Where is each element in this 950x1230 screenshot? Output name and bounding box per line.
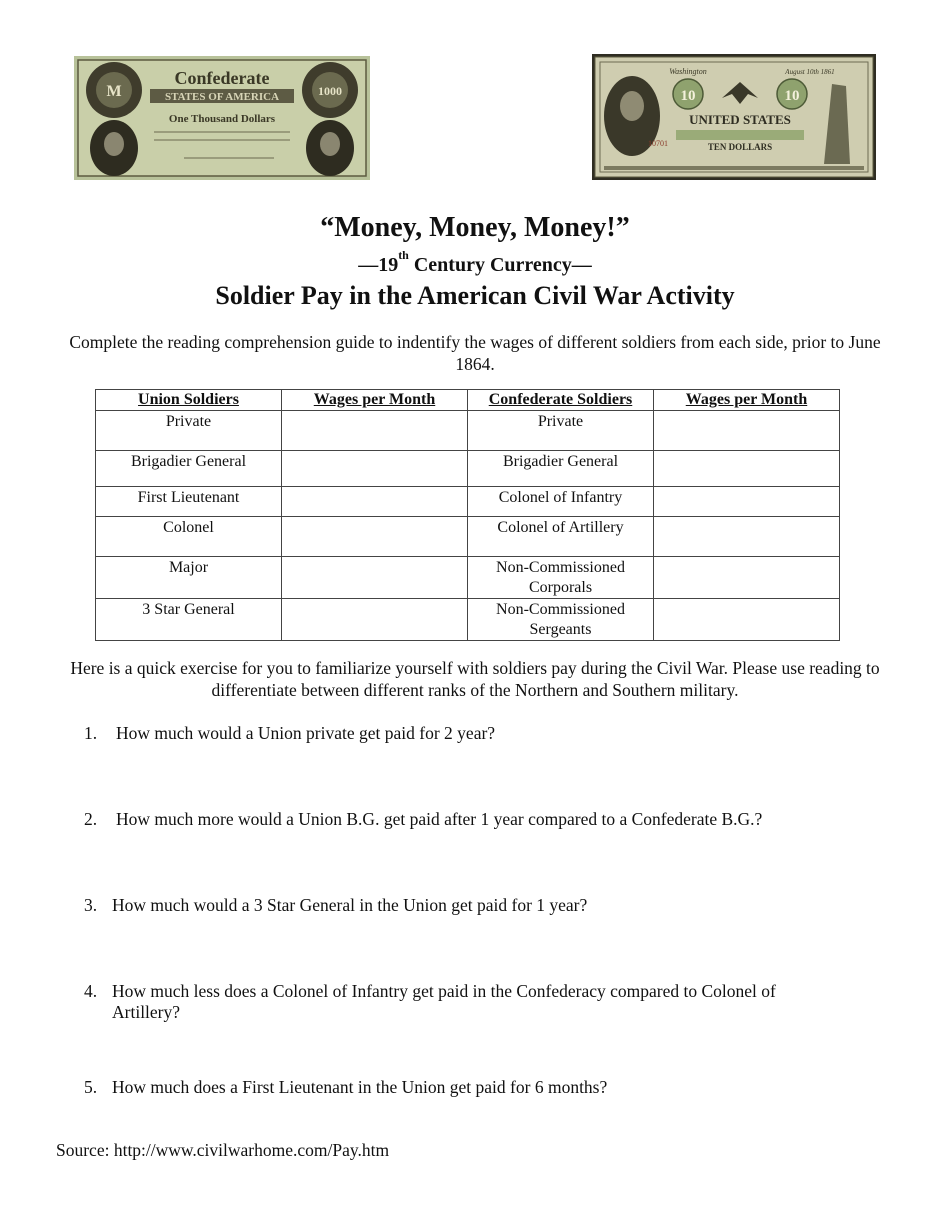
union-wage-cell[interactable] bbox=[282, 451, 468, 487]
confederate-rank-cell: Colonel of Artillery bbox=[468, 517, 654, 557]
confederate-rank-cell: Private bbox=[468, 411, 654, 451]
confederate-wage-cell[interactable] bbox=[654, 451, 840, 487]
union-wage-cell[interactable] bbox=[282, 487, 468, 517]
question-number: 2. bbox=[84, 809, 98, 829]
union-wage-cell[interactable] bbox=[282, 411, 468, 451]
question-number: 1. bbox=[84, 723, 98, 743]
table-row bbox=[96, 599, 840, 641]
confederate-rank-cell: Colonel of Infantry bbox=[468, 487, 654, 517]
question-item bbox=[84, 895, 844, 916]
united-states-10-dollar-note-image bbox=[592, 54, 876, 180]
note-left-corner-right: 1000 bbox=[318, 84, 342, 98]
union-wage-cell[interactable] bbox=[282, 517, 468, 557]
question-item bbox=[84, 723, 844, 744]
question-text: How much more would a Union B.G. get paid after 1 year compared to a Confederate B.G.? bbox=[116, 809, 763, 829]
table-row bbox=[96, 451, 840, 487]
table-header-row bbox=[96, 390, 840, 411]
note-right-text-date: August 10th 1861 bbox=[785, 68, 835, 76]
question-item bbox=[84, 809, 844, 830]
union-rank-cell: Major bbox=[96, 557, 282, 599]
header-union-wages: Wages per Month bbox=[282, 390, 468, 411]
confederate-wage-cell[interactable] bbox=[654, 599, 840, 641]
question-item bbox=[84, 981, 834, 1023]
note-right-text-top: Washington bbox=[669, 67, 707, 76]
union-rank-cell: Colonel bbox=[96, 517, 282, 557]
note-left-text-top: Confederate bbox=[174, 68, 270, 88]
question-text: How much less does a Colonel of Infantry get paid in the Confederacy compared to Colonel of Artillery? bbox=[112, 981, 776, 1022]
subtitle-post: Century Currency— bbox=[408, 254, 592, 276]
instructions-text: Complete the reading comprehension guide to indentify the wages of different soldiers from each side, prior to June 1864. bbox=[69, 332, 881, 374]
question-text: How much does a First Lieutenant in the Union get paid for 6 months? bbox=[112, 1077, 608, 1097]
confederate-rank-cell: Non-Commissioned Sergeants bbox=[468, 599, 654, 641]
confederate-wage-cell[interactable] bbox=[654, 557, 840, 599]
table-row bbox=[96, 411, 840, 451]
table-row bbox=[96, 487, 840, 517]
question-text: How much would a Union private get paid for 2 year? bbox=[116, 723, 496, 743]
table-row bbox=[96, 557, 840, 599]
note-left-text-mid: STATES OF AMERICA bbox=[164, 91, 280, 103]
header-confederate-soldiers: Confederate Soldiers bbox=[468, 390, 654, 411]
confederate-rank-cell: Brigadier General bbox=[468, 451, 654, 487]
confederate-wage-cell[interactable] bbox=[654, 411, 840, 451]
confederate-wage-cell[interactable] bbox=[654, 487, 840, 517]
union-rank-cell: Brigadier General bbox=[96, 451, 282, 487]
note-right-serial: 10701 bbox=[648, 139, 668, 148]
question-number: 3. bbox=[84, 895, 98, 915]
subtitle-pre: —19 bbox=[358, 254, 399, 276]
confederate-1000-dollar-note-image bbox=[74, 56, 370, 180]
header-union-soldiers: Union Soldiers bbox=[96, 390, 282, 411]
source-citation: Source: http://www.civilwarhome.com/Pay.htm bbox=[56, 1140, 390, 1160]
question-number: 4. bbox=[84, 981, 98, 1001]
wages-table bbox=[95, 389, 840, 641]
question-number: 5. bbox=[84, 1077, 98, 1097]
note-right-text-mid: UNITED STATES bbox=[689, 112, 791, 127]
question-item bbox=[84, 1077, 844, 1098]
note-right-denom-left: 10 bbox=[680, 88, 696, 104]
note-right-denom-right: 10 bbox=[784, 88, 800, 104]
table-row bbox=[96, 517, 840, 557]
union-wage-cell[interactable] bbox=[282, 557, 468, 599]
header-confederate-wages: Wages per Month bbox=[654, 390, 840, 411]
page-subtitle bbox=[0, 248, 950, 277]
union-rank-cell: 3 Star General bbox=[96, 599, 282, 641]
question-text: How much would a 3 Star General in the Union get paid for 1 year? bbox=[112, 895, 588, 915]
activity-title: Soldier Pay in the American Civil War Activity bbox=[215, 281, 735, 310]
note-left-corner-left: M bbox=[106, 83, 122, 100]
exercise-intro-text: Here is a quick exercise for you to familiarize yourself with soldiers pay during the Civil War. Please use reading to differentiate between different ranks of the Northern and Southern military. bbox=[70, 658, 880, 700]
note-left-text-sub: One Thousand Dollars bbox=[168, 113, 276, 125]
union-rank-cell: First Lieutenant bbox=[96, 487, 282, 517]
union-wage-cell[interactable] bbox=[282, 599, 468, 641]
note-right-text-sub: TEN DOLLARS bbox=[707, 142, 773, 152]
subtitle-sup: th bbox=[398, 248, 409, 262]
page-title: “Money, Money, Money!” bbox=[320, 212, 630, 243]
confederate-rank-cell: Non-Commissioned Corporals bbox=[468, 557, 654, 599]
confederate-wage-cell[interactable] bbox=[654, 517, 840, 557]
union-rank-cell: Private bbox=[96, 411, 282, 451]
